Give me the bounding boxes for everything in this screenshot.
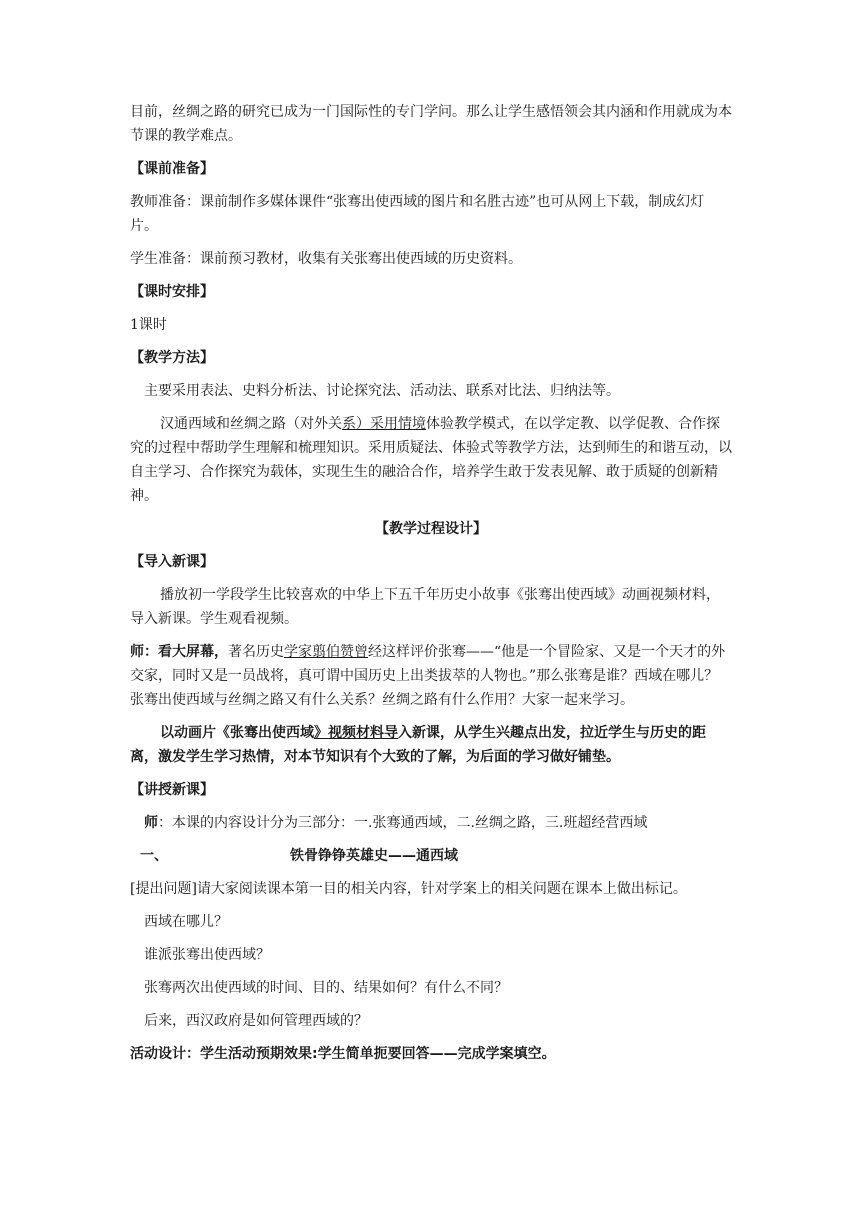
paragraph-schedule: 1课时 [130, 317, 167, 333]
paragraph-lecture-outline [130, 811, 732, 835]
text-run: 请大家阅读课本第一目的相关内容，针对学案上的相关问题在课本上做出标记。 [196, 881, 687, 897]
paragraph-teacher-prep: 教师准备：课前制作多媒体课件“张骞出使西域的图片和名胜古迹”也可从网上下载，制成幻灯片。 [130, 194, 705, 234]
heading-preparation: 【课前准备】 [130, 161, 214, 177]
underlined-text: 》视频材料导 [314, 725, 398, 741]
text-run: 以动画片《张骞出使西域 [160, 725, 314, 741]
text-run: 入新课，从学生兴趣点出发，拉近学生与历史的距离，激发学生学习热情，对本节知识有个大致的了解，为后面的学习做好铺垫。 [130, 725, 706, 765]
text-run: 著名历史 [228, 644, 284, 660]
section-title: 铁骨铮铮英雄史——通西域 [290, 848, 458, 864]
paragraph-activity-design: 活动设计：学生活动预期效果:学生简单扼要回答——完成学案填空。 [130, 1046, 556, 1062]
document-page [130, 100, 732, 1066]
heading-introduction: 【导入新课】 [130, 554, 214, 570]
heading-lecture: 【讲授新课】 [130, 782, 214, 798]
paragraph-difficulty: 目前，丝绸之路的研究已成为一门国际性的专门学问。那么让学生感悟领会其内涵和作用就成为本节课的教学难点。 [130, 104, 732, 144]
paragraph-teacher-speech [130, 640, 732, 712]
paragraph-question-prompt [130, 877, 732, 901]
question-item: 张骞两次出使西域的时间、目的、结果如何？有什么不同？ [144, 980, 508, 996]
heading-schedule: 【课时安排】 [130, 284, 214, 300]
text-run: ：本课的内容设计分为三部分：一.张骞通西域，二.丝绸之路，三.班超经营西域 [158, 815, 648, 831]
heading-process-design: 【教学过程设计】 [375, 521, 487, 537]
question-tag: [提出问题] [130, 881, 197, 897]
paragraph-methods-detail [130, 412, 732, 508]
text-run: 经这样评价张骞——“他是一个冒险家、又是一个天才的外交家，同时又是一员战将，真可谓中国历史上出类拔萃的人物也。”那么张骞是谁？西域在哪儿？张骞出使西域与丝绸之路又有什么关系？丝绸之路有什么作用？大家一起来学习。 [130, 644, 726, 708]
text-run: 体验教学模式，在以学定教、以学促教、合作探究的过程中帮助学生理解和梳理知识。采用质疑法、体验式等教学方法，达到师生的和谐互动，以自主学习、合作探究为载体，实现生生的融洽合作，培养学生敢于发表见解、敢于质疑的创新精神。 [130, 416, 732, 504]
heading-methods: 【教学方法】 [130, 350, 214, 366]
section-number: 一、 [140, 848, 168, 864]
question-item: 谁派张骞出使西域？ [144, 947, 270, 963]
text-run: 汉通西域和丝绸之路（对外关 [160, 416, 342, 432]
paragraph-methods-list: 主要采用表法、史料分析法、讨论探究法、活动法、联系对比法、归纳法等。 [144, 383, 620, 399]
question-item: 后来，西汉政府是如何管理西域的？ [144, 1013, 368, 1029]
section-one-heading [130, 844, 732, 868]
paragraph-intro-summary [130, 721, 732, 769]
question-item: 西域在哪儿？ [144, 914, 228, 930]
bold-text: 师 [144, 815, 158, 831]
paragraph-student-prep: 学生准备：课前预习教材，收集有关张骞出使西域的历史资料。 [130, 251, 522, 267]
paragraph-introduction: 播放初一学段学生比较喜欢的中华上下五千年历史小故事《张骞出使西域》动画视频材料，导入新课。学生观看视频。 [130, 587, 720, 627]
bold-text: 师：看大屏幕， [130, 644, 228, 660]
underlined-text: 系）采用情境 [342, 416, 426, 432]
underlined-text: 学家翦伯赞曾 [284, 644, 368, 660]
